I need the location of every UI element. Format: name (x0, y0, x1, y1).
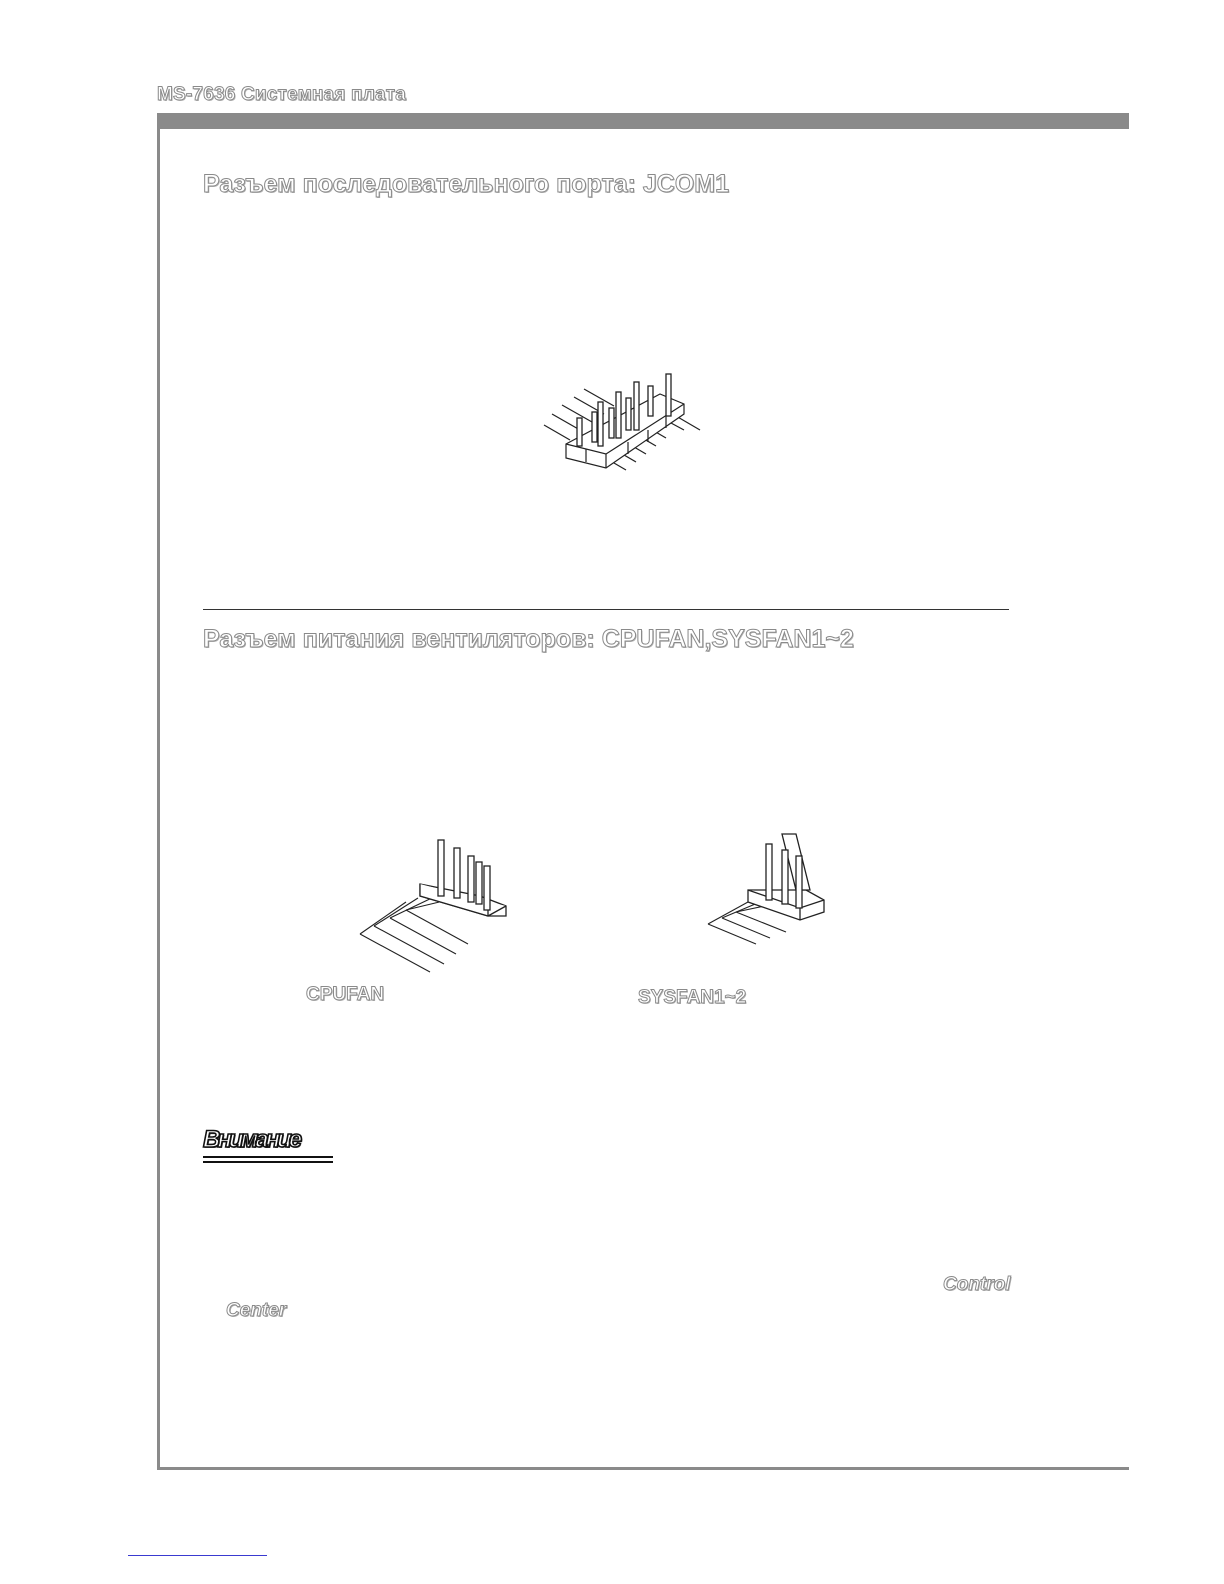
jcom1-connector-illustration (540, 370, 710, 480)
bottom-rule (157, 1467, 1129, 1470)
attention-underline (203, 1156, 333, 1163)
sysfan-connector-illustration (700, 830, 830, 950)
cpufan-connector-illustration (360, 836, 510, 981)
section-title-fan-power: Разъем питания вентиляторов: CPUFAN,SYSFAN1~2 (203, 625, 854, 653)
footer-link-underline[interactable] (128, 1555, 267, 1556)
attention-heading: Внимание (203, 1126, 300, 1153)
header-bar (157, 113, 1129, 129)
left-margin-rule (157, 113, 160, 1470)
section-title-jcom1: Разъем последовательного порта: JCOM1 (203, 170, 730, 198)
note-text-control: Control (943, 1274, 1011, 1295)
cpufan-label: CPUFAN (306, 984, 385, 1005)
note-text-center: Center (226, 1300, 287, 1321)
section-divider (203, 609, 1009, 610)
running-header: MS-7636 Системная плата (157, 84, 407, 105)
sysfan-label: SYSFAN1~2 (638, 987, 747, 1008)
